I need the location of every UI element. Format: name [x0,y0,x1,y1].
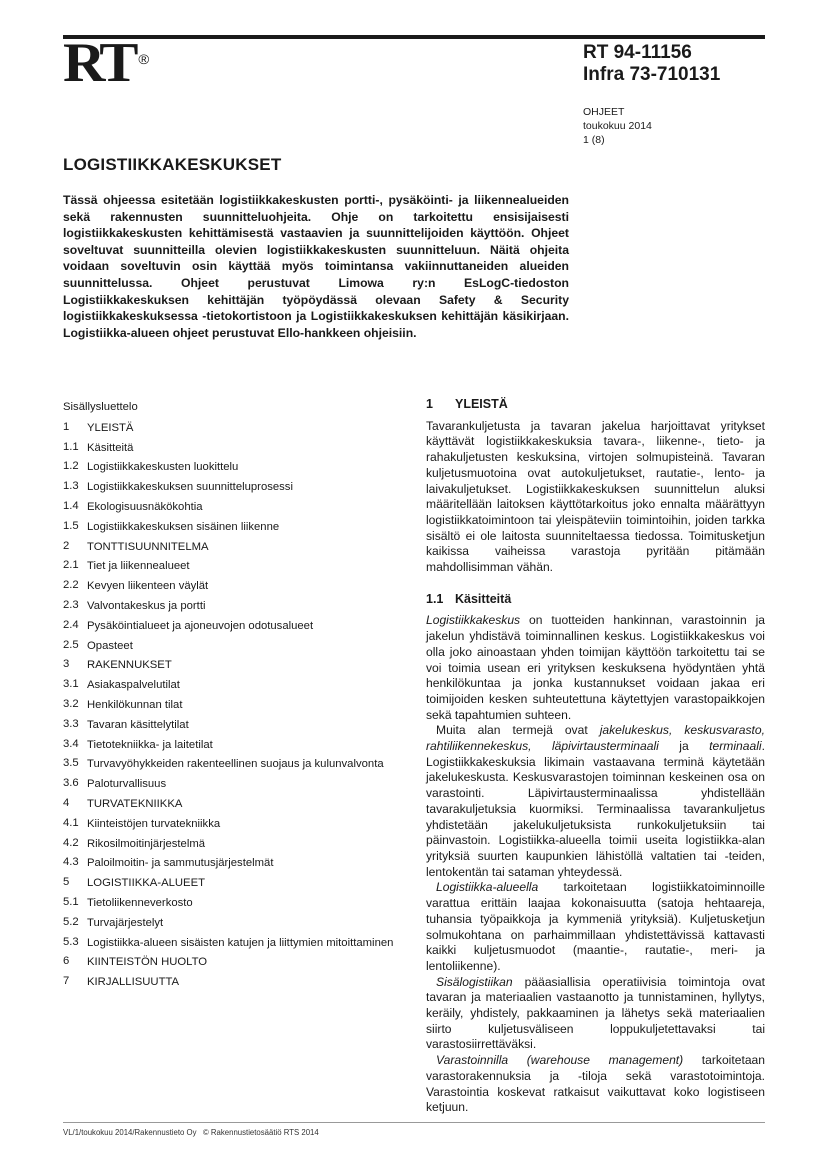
section-title: Käsitteitä [455,591,512,606]
toc-item-label: YLEISTÄ [87,421,134,434]
footer-publisher: VL/1/toukokuu 2014/Rakennustieto Oy [63,1128,197,1137]
definition-text: . Logistiikkakeskuksia likimain vastaavana terminä käytetään jakelukeskusta. Keskusvarastojen toiminnan keskeinen osa on varastointi. Läpivirtausterminaalissa yhdistellään tavarakuljetuksia kuormiksi. Terminaalissa tavarankuljetus yhdistetään jakelukuljetuksista runkokuljetuksiin tai päinvastoin. Logistiikka-alueella toimii useita logistiikka-alan yrityksiä suurten kaupunkien lähistöllä valtatien tai -teiden, lentokentän tai sataman yhteydessä. [426,739,765,879]
logo-text: RT [63,32,135,94]
section-number: 1.1 [426,591,444,606]
toc-item[interactable] [63,972,408,992]
toc-item-label: Kiinteistöjen turvatekniikka [87,817,221,830]
toc-item[interactable] [63,754,408,774]
toc-item-label: Opasteet [87,639,133,652]
toc-item-label: Tavaran käsittelytilat [87,718,189,731]
definition-text: on tuotteiden hankinnan, varastoinnin ja jakelun yhdistävä toiminnallinen keskus. Logistiikkakeskus voi olla joko ainoastaan yhden toimijan käyttöön tarkoitettu tai se voi toimia usean eri yrityksen keskuksena hyödyntäen yhtä henkilökuntaa ja jonka kustannukset voidaan jakaa eri toimijoiden kesken suhteutettuna käytettyjen varastopaikkojen sekä tapahtumien suhteen. [426,613,765,722]
toc-item-label: Valvontakeskus ja portti [87,599,206,612]
toc-item-number: 1.1 [63,440,79,453]
toc-item-label: Pysäköintialueet ja ajoneuvojen odotusalueet [87,619,314,632]
section-1-paragraph: Tavarankuljetusta ja tavaran jakelua harjoittavat yritykset käyttävät logistiikkakeskuksia tavara-, liikenne-, tieto- ja rahakuljetusten keskuksina, virtojen solmupisteinä. Tavaran kuljetusmuotoina ovat autokuljetukset, rautatie-, lento- ja laivakuljetukset. Logistiikkakeskuksen suunnittelun aluksi määritellään laitoksen käyttötarkoitus joko ennalta määrättyyn logistiikkatoimintoon tai yleispäteviin toimintoihin, joiden tarkka sisältö ei ole laitosta suunniteltaessa tiedossa. Toimitusketjun kaikissa vaiheissa varastoja pyritään pitämään mahdollisimman vähän. [426,418,765,575]
toc-item[interactable] [63,477,408,497]
toc-item[interactable] [63,715,408,735]
toc-item[interactable] [63,952,408,972]
page-footer [63,1128,319,1137]
toc-item[interactable] [63,438,408,458]
toc-item-label: Kevyen liikenteen väylät [87,580,209,593]
toc-item-label: TURVATEKNIIKKA [87,797,183,810]
doc-type: OHJEET [583,106,625,118]
toc-item-label: Paloturvallisuus [87,778,167,791]
toc-item-number: 1.4 [63,499,79,512]
toc-item-label: LOGISTIIKKA-ALUEET [87,877,206,890]
toc-item[interactable] [63,853,408,873]
body-column [426,397,765,1116]
toc-item-number: 2.2 [63,579,79,592]
document-meta [583,105,652,147]
doc-number: RT 94-11156 [583,42,692,63]
page-title: LOGISTIIKKAKESKUKSET [63,155,282,174]
toc-item-label: Rikosilmoitinjärjestelmä [87,837,206,850]
toc-item[interactable] [63,616,408,636]
toc-item-label: Tietotekniikka- ja laitetilat [87,738,213,751]
toc-item-label: KIINTEISTÖN HUOLTO [87,956,208,969]
toc-item[interactable] [63,675,408,695]
toc-item[interactable] [63,774,408,794]
toc-item-number: 4 [63,796,70,809]
definition-paragraph [426,613,765,723]
footer-rule [63,1122,765,1123]
toc-item-number: 6 [63,955,70,968]
toc-item-label: Tiet ja liikennealueet [87,560,190,573]
term: Varastoinnilla (warehouse management) [436,1053,684,1068]
intro-paragraph: Tässä ohjeessa esitetään logistiikkakeskusten portti-, pysäköinti- ja liikennealueiden sekä rakennusten suunnitteluohjeita. Ohje on tarkoitettu ensisijaisesti logistiikkakeskusten kehittämisestä vastaavien ja suunnittelijoiden käyttöön. Ohjeet soveltuvat suunnitteilla olevien logistiikkakeskusten suunnitteluun. Näitä ohjeita voidaan soveltuvin osin käyttää myös toimintansa vakiinnuttaneiden alueiden suunnittelussa. Ohjeet perustuvat Limowa ry:n EsLogC-tiedoston Logistiikkakeskuksen kehittäjän työpöydässä olevaan Safety & Security logistiikkakeskuksessa -tietokortistoon ja Logistiikkakeskuksen kehittäjän käsikirjaan. Logistiikka-alueen ohjeet perustuvat Ello-hankkeen ohjeisiin. [63,193,569,340]
toc-item-label: Tietoliikenneverkosto [87,896,193,909]
toc-item-number: 2.3 [63,598,79,611]
toc-item-label: Turvajärjestelyt [87,916,164,929]
document-number-block [583,42,720,86]
definition-text: pääasiallisia operatiivisia toimintoja ovat tavaran ja materiaalien vastaanotto ja tunnistaminen, hyllytys, keräily, yhdistely, pakkaaminen ja lähetys sekä materiaalien siirto kuljetusväliseen loppukuljetettavaksi tai varastosiirrettäväksi. [426,974,765,1052]
toc-item[interactable] [63,933,408,953]
toc-item-number: 3 [63,658,70,671]
toc-list [63,418,408,992]
doc-date: toukokuu 2014 [583,120,652,132]
toc-item-label: Henkilökunnan tilat [87,698,183,711]
toc-item-number: 4.1 [63,816,79,829]
toc-item-number: 3.2 [63,697,79,710]
toc-item-number: 1 [63,420,70,433]
toc-item-label: Ekologisuusnäkökohtia [87,500,203,513]
footer-copyright: © Rakennustietosäätiö RTS 2014 [203,1128,319,1137]
toc-item-label: Logistiikka-alueen sisäisten katujen ja liittymien mitoittaminen [87,936,394,949]
term: Sisälogistiikan [436,974,513,989]
toc-item-number: 1.5 [63,519,79,532]
toc-item-number: 5.3 [63,935,79,948]
term: jakelukeskus, keskusvarasto, rahtiliikennekeskus, läpivirtausterminaali [426,723,765,754]
toc-item[interactable] [63,636,408,656]
toc-item-number: 2.4 [63,618,79,631]
toc-item-number: 3.6 [63,777,79,790]
toc-item[interactable] [63,893,408,913]
toc-item-number: 2.5 [63,638,79,651]
toc-item-number: 1.2 [63,460,79,473]
toc-item-label: Logistiikkakeskusten luokittelu [87,461,239,474]
toc-item-number: 5.2 [63,915,79,928]
toc-item-label: Logistiikkakeskuksen sisäinen liikenne [87,520,280,533]
toc-item[interactable] [63,418,408,438]
toc-item[interactable] [63,457,408,477]
toc-item-label: Asiakaspalvelutilat [87,679,180,692]
toc-item-number: 3.3 [63,717,79,730]
toc-item[interactable] [63,913,408,933]
toc-item[interactable] [63,517,408,537]
toc-item-label: RAKENNUKSET [87,659,172,672]
definition-text: Muita alan termejä ovat [436,723,600,738]
term: Logistiikka-alueella [436,880,539,895]
toc-item-number: 7 [63,975,70,988]
toc-item[interactable] [63,794,408,814]
toc-item-label: TONTTISUUNNITELMA [87,540,209,553]
registered-mark-icon: ® [138,51,150,67]
toc-item-label: Turvavyöhykkeiden rakenteellinen suojaus ja kulunvalvonta [87,758,384,771]
definition-paragraph [426,975,765,1054]
toc-item-number: 1.3 [63,480,79,493]
section-number: 1 [426,397,433,411]
toc-item-number: 3.5 [63,757,79,770]
toc-item-number: 2.1 [63,559,79,572]
toc-item[interactable] [63,873,408,893]
toc-item-label: Käsitteitä [87,441,134,454]
toc-item[interactable] [63,834,408,854]
toc-item[interactable] [63,735,408,755]
toc-item-number: 5 [63,876,70,889]
table-of-contents [63,398,408,992]
section-heading-1 [426,397,765,413]
toc-item[interactable] [63,556,408,576]
definition-paragraph [426,1053,765,1116]
toc-item[interactable] [63,497,408,517]
definition-text: tarkoitetaan logistiikkatoiminnoille varattua erittäin laajaa kokonaisuutta (satoja hehtaareja, tuhansia työpaikkoja ja kymmeniä yrityksiä). Kuljetusketjun solmukohtana on parhaimmillaan yhdistettävissä kattavasti kaikki kuljetusmuodot (maantie-, rautatie-, meri- ja lentoliikenne). [426,880,765,973]
toc-item-number: 3.1 [63,678,79,691]
section-heading-1-1 [426,592,765,608]
toc-item[interactable] [63,655,408,675]
toc-item[interactable] [63,695,408,715]
definition-paragraph [426,880,765,974]
page-number: 1 (8) [583,134,605,146]
toc-item-label: Paloilmoitin- ja sammutusjärjestelmät [87,857,274,870]
header-rule [63,35,765,39]
toc-item-number: 4.2 [63,836,79,849]
definition-paragraph [426,723,765,880]
infra-number: Infra 73-710131 [583,64,721,85]
definition-text: tarkoitetaan varastorakennuksia ja -tiloja sekä varastotoimintoja. Varastointia koskevat ratkaisut vaikuttavat koko logistiseen ketjuun. [426,1053,765,1115]
term: Logistiikkakeskus [426,613,521,628]
toc-item-number: 4.3 [63,856,79,869]
section-title: YLEISTÄ [455,397,508,411]
toc-item[interactable] [63,596,408,616]
toc-item-label: Logistiikkakeskuksen suunnitteluprosessi [87,481,293,494]
toc-item-number: 3.4 [63,737,79,750]
toc-item[interactable] [63,537,408,557]
toc-heading: Sisällysluettelo [63,401,138,413]
definition-text: ja [658,739,710,754]
rt-logo [63,32,150,94]
toc-item-number: 2 [63,539,70,552]
term: terminaali [709,739,762,754]
toc-item[interactable] [63,576,408,596]
toc-item-number: 5.1 [63,895,79,908]
toc-item-label: KIRJALLISUUTTA [87,976,180,989]
toc-item[interactable] [63,814,408,834]
